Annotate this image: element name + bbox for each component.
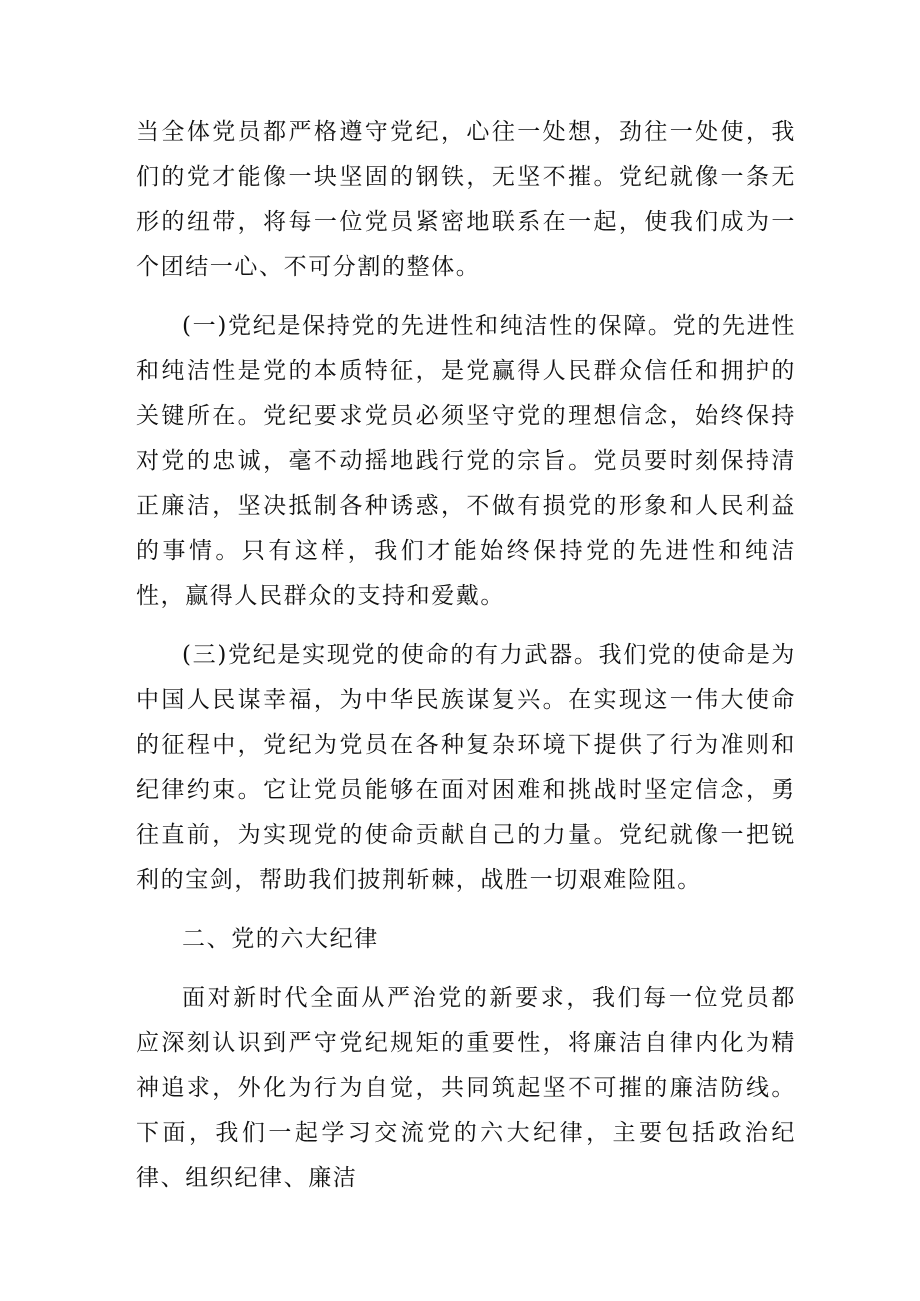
paragraph-advanced-nature-guarantee: (一)党纪是保持党的先进性和纯洁性的保障。党的先进性和纯洁性是党的本质特征，是党赢得人民群众信任和拥护的关键所在。党纪要求党员必须坚守党的理想信念，始终保持对党的忠诚，毫不动摇地践行党的宗旨。党员要时刻保持清正廉洁，坚决抵制各种诱惑，不做有损党的形象和人民利益的事情。只有这样，我们才能始终保持党的先进性和纯洁性，赢得人民群众的支持和爱戴。 [136, 313, 796, 609]
paragraph-party-discipline-unity: 当全体党员都严格遵守党纪，心往一处想，劲往一处使，我们的党才能像一块坚固的钢铁，无坚不摧。党纪就像一条无形的纽带，将每一位党员紧密地联系在一起，使我们成为一个团结一心、不可分割的整体。 [136, 119, 796, 280]
section-heading-six-disciplines: 二、党的六大纪律 [182, 926, 379, 952]
document-body [136, 110, 796, 1215]
paragraph-new-era-requirements: 面对新时代全面从严治党的新要求，我们每一位党员都应深刻认识到严守党纪规矩的重要性，将廉洁自律内化为精神追求，外化为行为自觉，共同筑起坚不可摧的廉洁防线。下面，我们一起学习交流党的六大纪律，主要包括政治纪律、组织纪律、廉洁 [136, 985, 796, 1191]
paragraph-mission-weapon: (三)党纪是实现党的使命的有力武器。我们党的使命是为中国人民谋幸福，为中华民族谋复兴。在实现这一伟大使命的征程中，党纪为党员在各种复杂环境下提供了行为准则和纪律约束。它让党员能够在面对困难和挑战时坚定信念，勇往直前，为实现党的使命贡献自己的力量。党纪就像一把锐利的宝剑，帮助我们披荆斩棘，战胜一切艰难险阻。 [136, 642, 796, 893]
